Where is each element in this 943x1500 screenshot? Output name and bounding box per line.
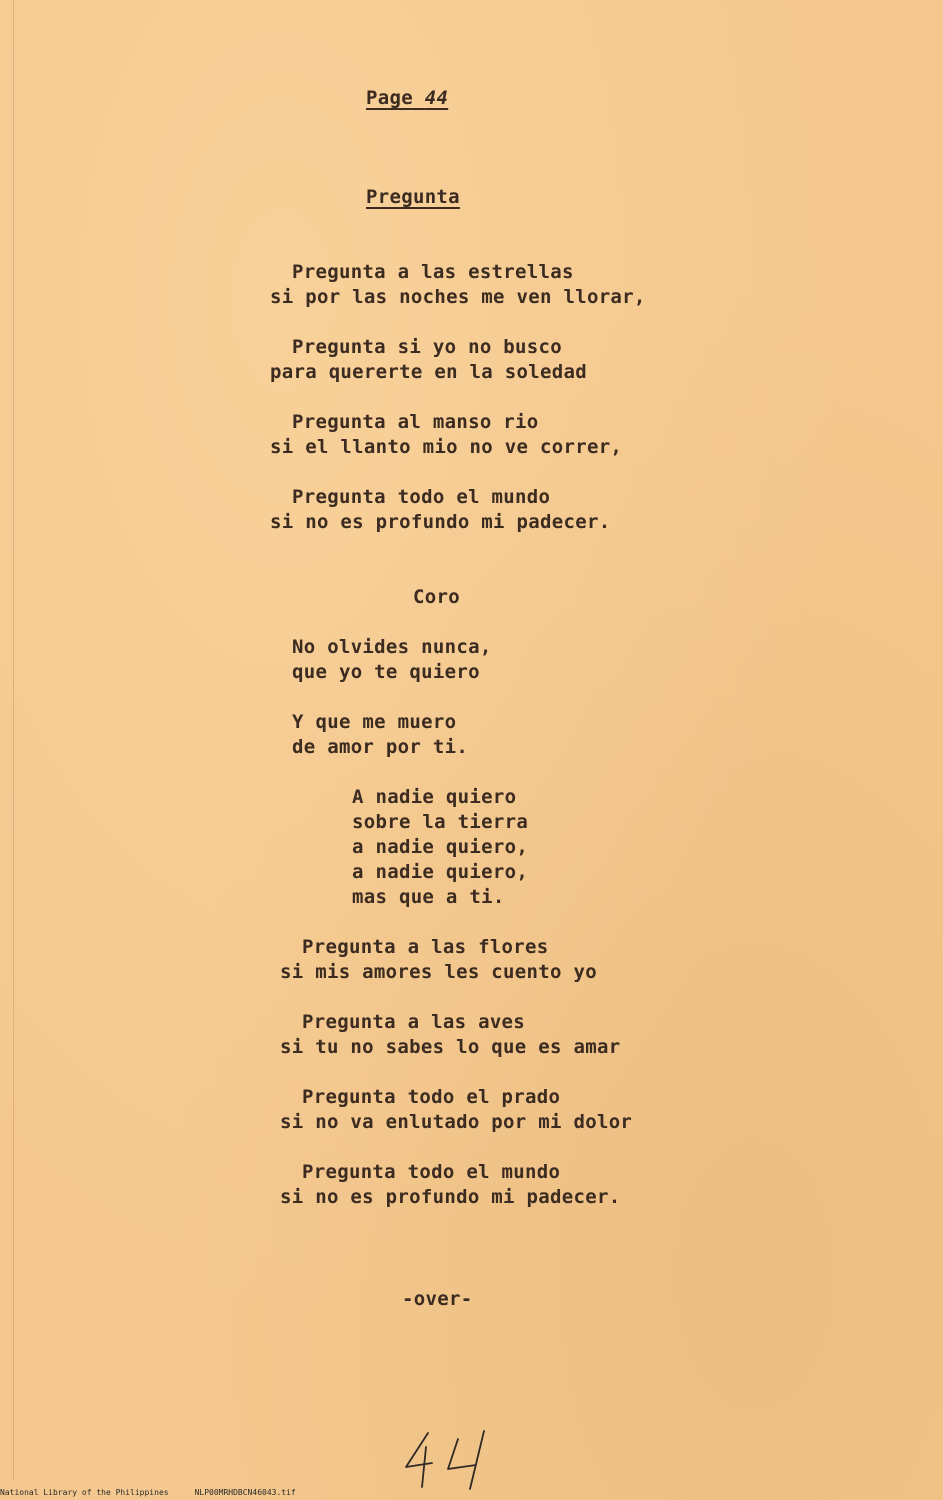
page-label: Page xyxy=(366,87,413,109)
verse-line: Pregunta al manso rio xyxy=(292,411,539,433)
page-number: 44 xyxy=(424,87,449,109)
verse-line: si por las noches me ven llorar, xyxy=(270,286,646,308)
verse-line: que yo te quiero xyxy=(292,661,480,683)
verse-line: A nadie quiero xyxy=(352,786,517,808)
verse-line: Pregunta a las aves xyxy=(302,1011,526,1033)
verse-line: No olvides nunca, xyxy=(292,636,492,658)
verse-line: para quererte en la soledad xyxy=(270,361,587,383)
footer-filename: NLP00MRHDBCN46043.tif xyxy=(194,1488,296,1497)
over-note: -over- xyxy=(402,1288,473,1310)
footer-library: National Library of the Philippines xyxy=(0,1488,169,1497)
verse-line: si el llanto mio no ve correr, xyxy=(270,436,623,458)
verse-line: Pregunta a las flores xyxy=(302,936,549,958)
verse-line: Pregunta todo el mundo xyxy=(302,1161,561,1183)
margin-rule xyxy=(13,0,14,1480)
verse-line: a nadie quiero, xyxy=(352,836,529,858)
verse-line: de amor por ti. xyxy=(292,736,469,758)
handwritten-page-number xyxy=(398,1425,498,1495)
verse-line: si tu no sabes lo que es amar xyxy=(280,1036,621,1058)
chorus-heading: Coro xyxy=(413,586,460,608)
verse-line: si no va enlutado por mi dolor xyxy=(280,1111,633,1133)
song-title: Pregunta xyxy=(366,186,460,208)
verse-line: Pregunta a las estrellas xyxy=(292,261,574,283)
verse-line: Pregunta todo el prado xyxy=(302,1086,561,1108)
verse-line: si no es profundo mi padecer. xyxy=(280,1186,621,1208)
verse-line: a nadie quiero, xyxy=(352,861,529,883)
verse-line: sobre la tierra xyxy=(352,811,529,833)
archive-footer xyxy=(0,1488,322,1498)
verse-line: mas que a ti. xyxy=(352,886,505,908)
verse-line: si no es profundo mi padecer. xyxy=(270,511,611,533)
verse-line: si mis amores les cuento yo xyxy=(280,961,597,983)
verse-line: Y que me muero xyxy=(292,711,457,733)
verse-line: Pregunta todo el mundo xyxy=(292,486,551,508)
verse-line: Pregunta si yo no busco xyxy=(292,336,562,358)
page-header xyxy=(366,86,448,111)
